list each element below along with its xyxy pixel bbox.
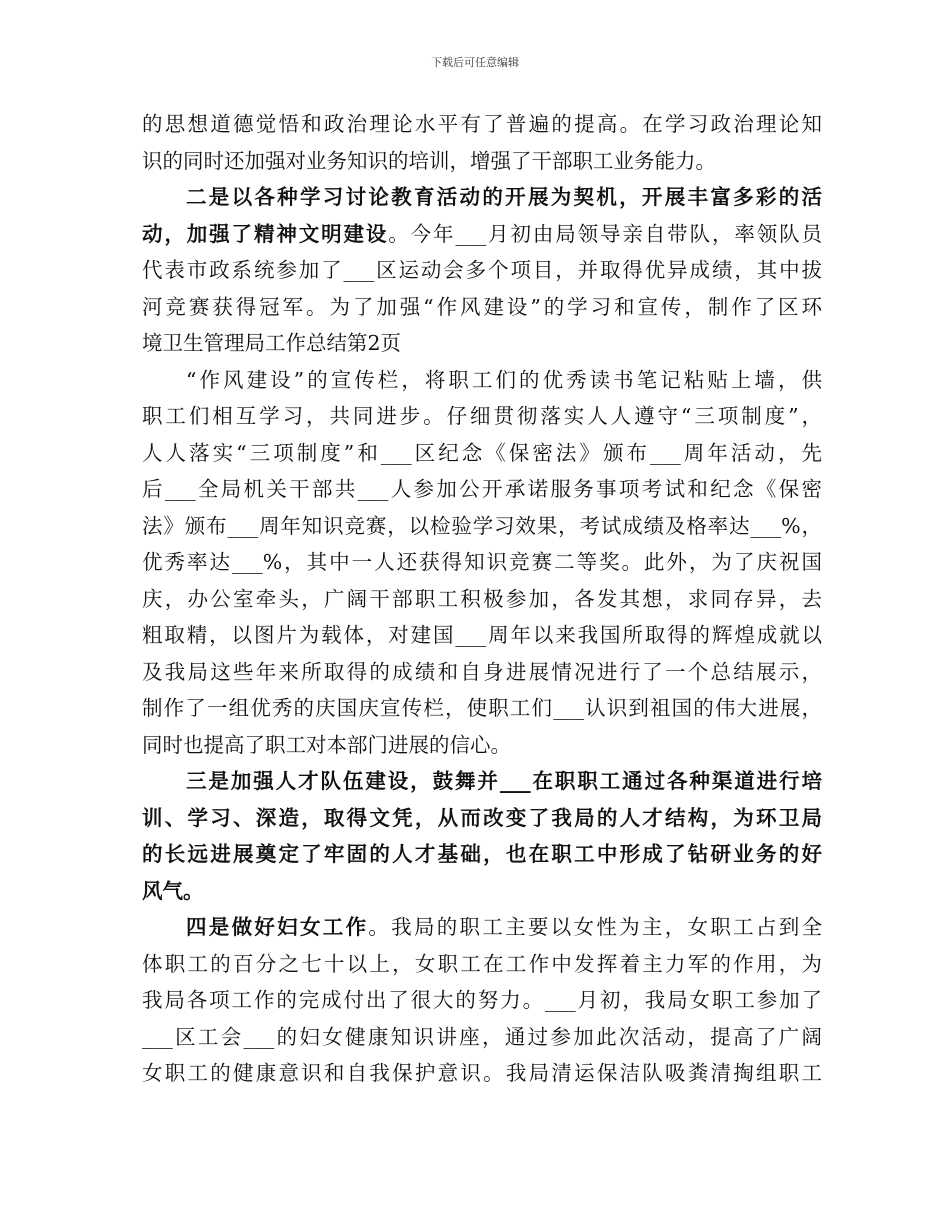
text-line-21 [142,836,822,873]
line-segment: 的思想道德觉悟和政治理论水平有了普遍的提高。在学习政治理论知 [142,112,822,136]
text-line-19 [142,763,822,800]
text-line-27 [142,1055,822,1092]
line-segment: 体职工的百分之七十以上，女职工在工作中发挥着主力军的作用，为 [142,951,822,976]
line-segment: 粗取精，以图片为载体，对建国___周年以来我国所取得的辉煌成就以 [142,623,822,647]
line-segment: ___区工会___的妇女健康知识讲座，通过参加此次活动，提高了广阔 [142,1024,822,1049]
bold-heading-segment: 的长远进展奠定了牢固的人才基础，也在职工中形成了钻研业务的好 [142,842,822,866]
text-line-10 [142,435,822,472]
text-line-20 [142,800,822,837]
line-segment: 境卫生管理局工作总结第2页 [142,331,402,355]
text-line-17 [142,690,822,727]
line-segment: 法》颁布___周年知识竞赛，以检验学习效果，考试成绩及格率达___%， [142,513,822,538]
text-line-9 [142,398,822,435]
text-line-15 [142,617,822,654]
line-segment: 人人落实“三项制度”和___区纪念《保密法》颁布___周年活动，先 [142,440,822,465]
text-line-24 [142,946,822,983]
line-segment: 职工们相互学习，共同进步。仔细贯彻落实人人遵守“三项制度”， [142,404,822,428]
text-line-18 [142,727,822,764]
line-segment: 庆，办公室牵头，广阔干部职工积极参加，各发其想，求同存异，去 [142,586,822,611]
text-line-6 [142,289,822,326]
text-line-11 [142,471,822,508]
bold-heading-segment: 二是以各种学习讨论教育活动的开展为契机，开展丰富多彩的活 [186,185,822,209]
text-line-22 [142,873,822,910]
line-segment: 优秀率达___%，其中一人还获得知识竞赛二等奖。此外，为了庆祝国 [142,550,822,574]
text-line-13 [142,544,822,581]
line-segment: 河竞赛获得冠军。为了加强“作风建设”的学习和宣传，制作了区环 [142,294,822,319]
text-line-26 [142,1019,822,1056]
page-header: 下载后可任意编辑 [431,56,519,69]
line-segment: 。我局的职工主要以女性为主，女职工占到全 [368,915,822,939]
text-line-1 [142,106,822,143]
line-segment: “作风建设”的宣传栏，将职工们的优秀读书笔记粘贴上墙，供 [186,367,822,392]
line-segment: 代表市政系统参加了___区运动会多个项目，并取得优异成绩，其中拔 [142,258,822,282]
line-segment: 。今年___月初由局领导亲自带队，率领队员 [388,221,822,246]
text-line-23 [142,909,822,946]
text-line-5 [142,252,822,289]
text-line-14 [142,581,822,618]
line-segment: 同时也提高了职工对本部门进展的信心。 [142,732,511,757]
text-line-4 [142,216,822,253]
document-body [142,106,822,1092]
bold-heading-segment: 三是加强人才队伍建设，鼓舞并___在职职工通过各种渠道进行培 [186,769,822,793]
bold-heading-segment: 四是做好妇女工作 [186,915,369,939]
line-segment: 及我局这些年来所取得的成绩和自身进展情况进行了一个总结展示， [142,659,822,684]
text-line-16 [142,654,822,691]
bold-heading-segment: 风气。 [142,878,204,903]
line-segment: 制作了一组优秀的庆国庆宣传栏，使职工们___认识到祖国的伟大进展， [142,696,822,720]
bold-heading-segment: 动，加强了精神文明建设 [142,221,389,246]
text-line-12 [142,508,822,545]
line-segment: 识的同时还加强对业务知识的培训，增强了干部职工业务能力。 [142,148,716,173]
line-segment: 后___全局机关干部共___人参加公开承诺服务事项考试和纪念《保密 [142,477,822,501]
text-line-3 [142,179,822,216]
bold-heading-segment: 训、学习、深造，取得文凭，从而改变了我局的人才结构，为环卫局 [142,805,822,830]
text-line-8 [142,362,822,399]
text-line-7 [142,325,822,362]
text-line-2 [142,143,822,180]
line-segment: 我局各项工作的完成付出了很大的努力。___月初，我局女职工参加了 [142,988,822,1012]
text-line-25 [142,982,822,1019]
line-segment: 女职工的健康意识和自我保护意识。我局清运保洁队吸粪清掏组职工 [142,1061,822,1085]
